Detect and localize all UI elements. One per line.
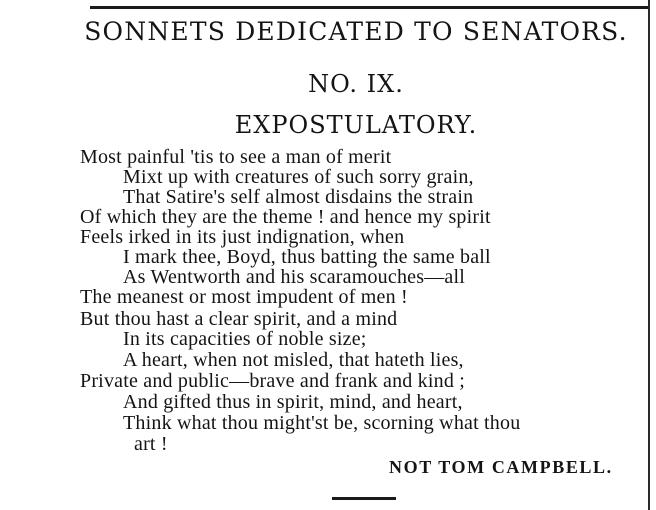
- poem-number: NO. IX.: [308, 70, 404, 98]
- poem-line: I mark thee, Boyd, thus batting the same ball: [123, 246, 491, 268]
- signature: NOT TOM CAMPBELL.: [389, 457, 613, 477]
- poem-line: Feels irked in its just indignation, when: [80, 226, 405, 248]
- poem-line: But thou hast a clear spirit, and a mind: [80, 308, 398, 330]
- top-rule: [90, 6, 650, 9]
- poem-line: And gifted thus in spirit, mind, and heart,: [123, 391, 463, 413]
- poem-line: art !: [134, 433, 168, 455]
- poem-line: As Wentworth and his scaramouches—all: [123, 266, 466, 288]
- poem-line: Of which they are the theme ! and hence my spirit: [80, 206, 491, 228]
- poem-line: The meanest or most impudent of men !: [80, 286, 408, 308]
- poem-line: That Satire's self almost disdains the strain: [123, 186, 474, 208]
- poem-subtitle: EXPOSTULATORY.: [234, 111, 478, 139]
- bottom-rule: [332, 497, 396, 500]
- poem-line: Most painful 'tis to see a man of merit: [80, 146, 392, 168]
- poem-line: A heart, when not misled, that hateth lies,: [123, 349, 464, 371]
- poem-line: Private and public—brave and frank and kind ;: [80, 370, 465, 392]
- poem-line: Mixt up with creatures of such sorry grain,: [123, 166, 474, 188]
- poem-line: In its capacities of noble size;: [123, 328, 367, 350]
- poem-line: Think what thou might'st be, scorning what thou: [123, 412, 521, 434]
- poem-series-title: SONNETS DEDICATED TO SENATORS.: [84, 17, 628, 46]
